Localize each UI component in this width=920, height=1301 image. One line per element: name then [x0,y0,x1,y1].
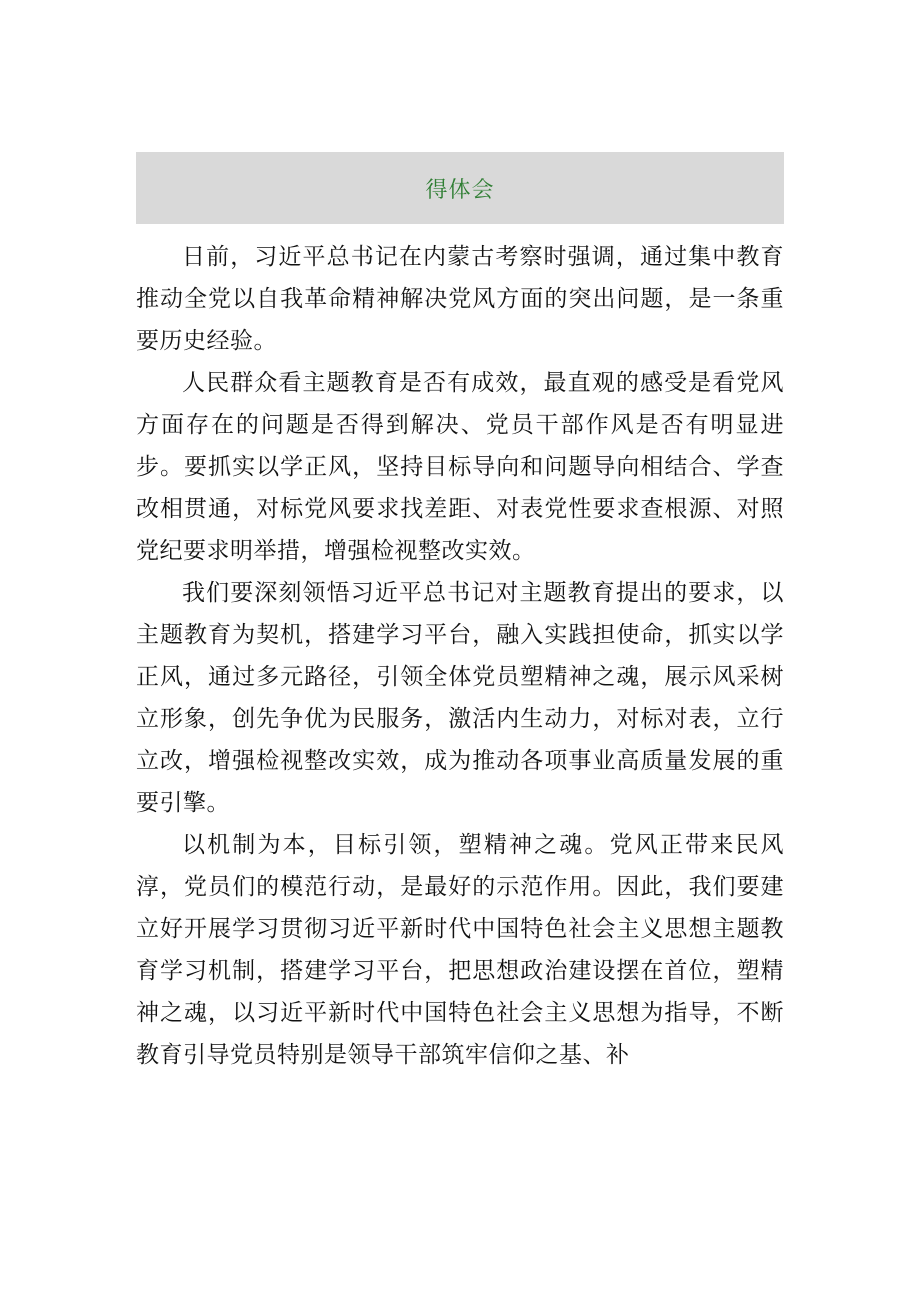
document-title: 得体会 [425,177,495,203]
document-body [136,236,784,1076]
paragraph-3: 我们要深刻领悟习近平总书记对主题教育提出的要求，以主题教育为契机，搭建学习平台，融入实践担使命，抓实以学正风，通过多元路径，引领全体党员塑精神之魂，展示风采树立形象，创先争优为民服务，激活内生动力，对标对表，立行立改，增强检视整改实效，成为推动各项事业高质量发展的重要引擎。 [136,580,784,816]
paragraph-4: 以机制为本，目标引领，塑精神之魂。党风正带来民风淳，党员们的模范行动，是最好的示范作用。因此，我们要建立好开展学习贯彻习近平新时代中国特色社会主义思想主题教育学习机制，搭建学习平台，把思想政治建设摆在首位，塑精神之魂，以习近平新时代中国特色社会主义思想为指导，不断教育引导党员特别是领导干部筑牢信仰之基、补 [136,832,784,1068]
paragraph-2: 人民群众看主题教育是否有成效，最直观的感受是看党风方面存在的问题是否得到解决、党员干部作风是否有明显进步。要抓实以学正风，坚持目标导向和问题导向相结合、学查改相贯通，对标党风要求找差距、对表党性要求查根源、对照党纪要求明举措，增强检视整改实效。 [136,370,784,564]
paragraph-1: 日前，习近平总书记在内蒙古考察时强调，通过集中教育推动全党以自我革命精神解决党风方面的突出问题，是一条重要历史经验。 [136,244,784,354]
title-banner [136,152,784,224]
